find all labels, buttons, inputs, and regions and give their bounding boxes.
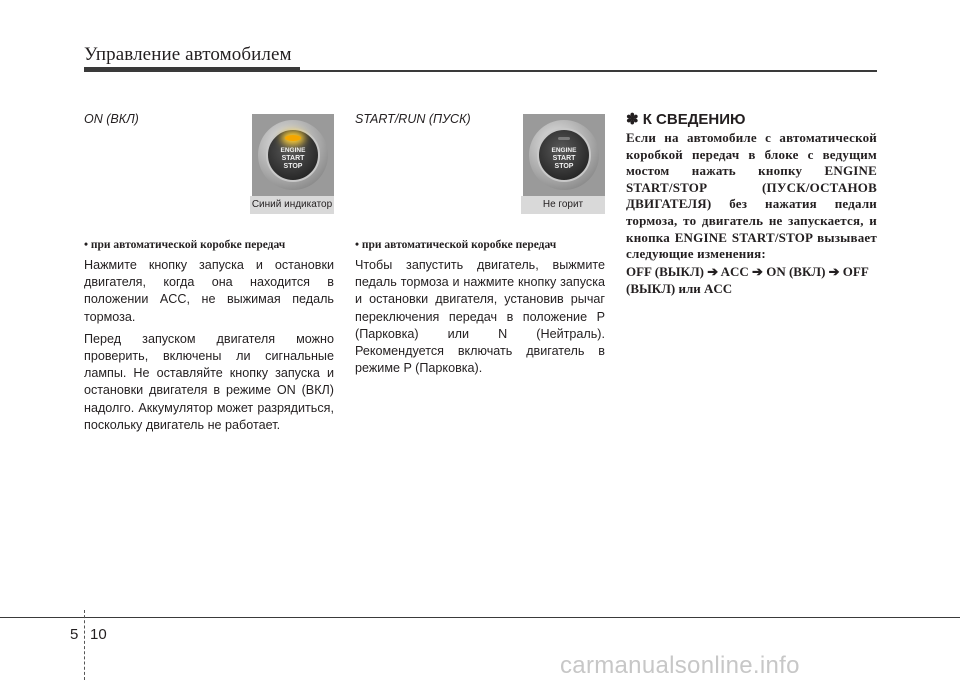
header-rule-thick bbox=[84, 67, 300, 72]
body-text-start bbox=[355, 257, 605, 382]
button-text-start: START bbox=[281, 155, 305, 162]
header-rule-thin bbox=[300, 70, 877, 72]
footer-rule bbox=[0, 617, 960, 618]
image-caption-on: Синий индикатор bbox=[250, 196, 334, 214]
paragraph: Перед запуском двигателя можно проверить, включены ли сигнальные лампы. Не оставляйте кнопку запуска и остановки двигателя в режиме ON (ВКЛ) надолго. Аккумулятор может разрядиться, поскольку двигатель не работает. bbox=[84, 331, 334, 432]
bullet-heading-on: • при автоматической коробке передач bbox=[84, 239, 286, 251]
notice-title: ✽ К СВЕДЕНИЮ bbox=[626, 111, 746, 128]
button-text-start: START bbox=[552, 155, 576, 162]
engine-button-photo-on bbox=[252, 114, 334, 196]
page-number: 10 bbox=[90, 626, 107, 643]
image-caption-start: Не горит bbox=[521, 196, 605, 214]
notice-flow: OFF (ВЫКЛ) ➔ ACC ➔ ON (ВКЛ) ➔ OFF (ВЫКЛ) или ACC bbox=[626, 264, 869, 296]
body-text-on bbox=[84, 257, 334, 439]
page-title: Управление автомобилем bbox=[84, 44, 292, 65]
button-text-engine: ENGINE bbox=[280, 147, 306, 154]
header-rule bbox=[84, 67, 877, 72]
blue-indicator-light bbox=[285, 135, 301, 141]
chapter-number: 5 bbox=[70, 626, 79, 643]
button-text-stop: STOP bbox=[283, 163, 303, 170]
button-text-engine: ENGINE bbox=[551, 147, 577, 154]
section-label-start: START/RUN (ПУСК) bbox=[355, 112, 471, 126]
paragraph: Нажмите кнопку запуска и остановки двигателя, когда она находится в положении ACC, не выжимая педаль тормоза. bbox=[84, 258, 334, 324]
engine-button-photo-start bbox=[523, 114, 605, 196]
button-text-stop: STOP bbox=[554, 163, 574, 170]
watermark: carmanualsonline.info bbox=[560, 652, 800, 679]
footer-tick bbox=[84, 610, 85, 680]
notice-body: Если на автомобиле с автоматической коробкой передач в блоке с ведущим мостом нажать кнопку ENGINE START/STOP (ПУСК/ОСТАНОВ ДВИГАТЕЛЯ) без нажатия педали тормоза, то двигатель не запускается, и кнопка ENGINE START/STOP вызывает следующие изменения: bbox=[626, 130, 877, 262]
section-label-on: ON (ВКЛ) bbox=[84, 112, 139, 126]
bullet-heading-start: • при автоматической коробке передач bbox=[355, 239, 557, 251]
paragraph: Чтобы запустить двигатель, выжмите педаль тормоза и нажмите кнопку запуска и остановки двигателя, установив рычаг переключения передач в положение P (Парковка) или N (Нейтраль). Рекомендуется включать двигатель в режиме P (Парковка). bbox=[355, 258, 605, 376]
indicator-off bbox=[558, 137, 570, 140]
